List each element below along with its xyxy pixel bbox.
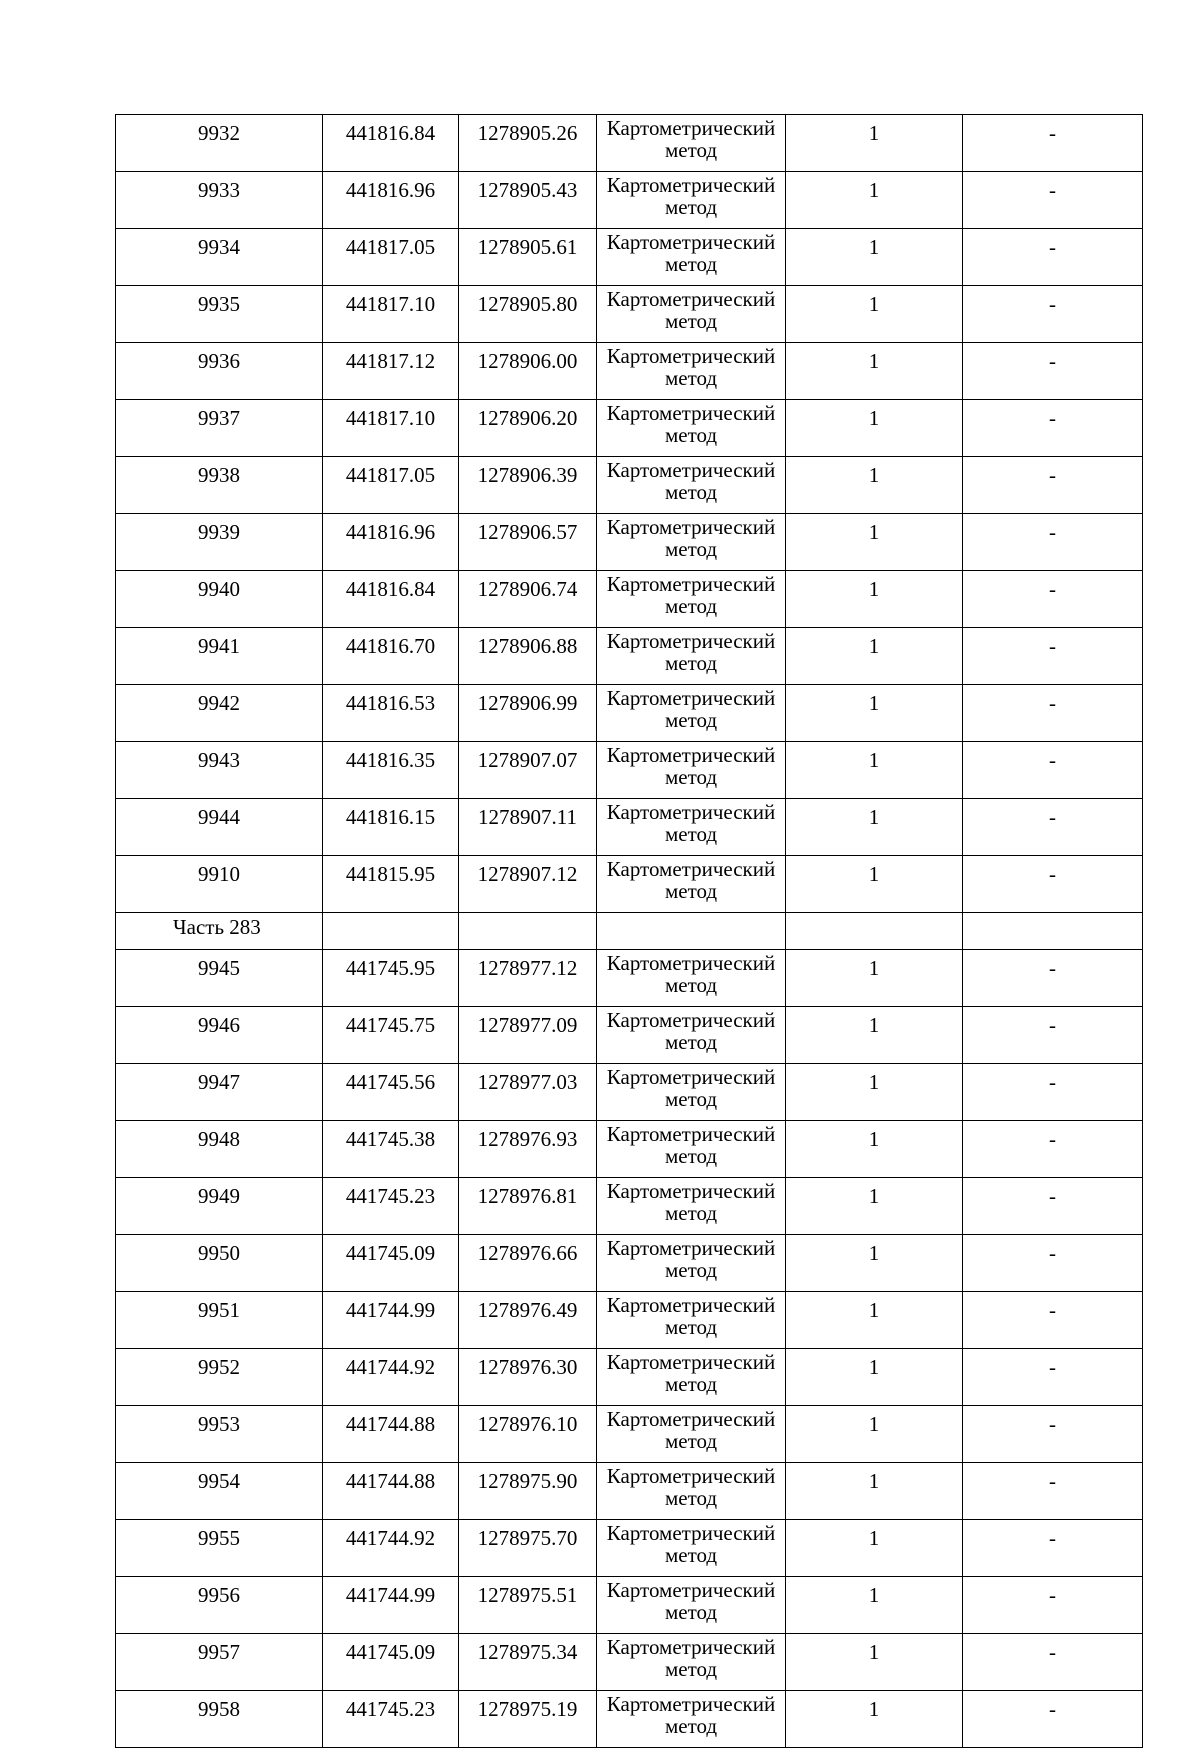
point-number-cell: 9932 [116, 115, 323, 172]
method-cell: Картометрический метод [597, 1121, 786, 1178]
method-cell: Картометрический метод [597, 1235, 786, 1292]
y-coordinate-cell: 1278905.26 [459, 115, 597, 172]
accuracy-cell: 1 [786, 1691, 963, 1748]
description-cell: - [963, 1178, 1143, 1235]
y-coordinate-cell: 1278907.11 [459, 799, 597, 856]
method-cell: Картометрический метод [597, 1634, 786, 1691]
description-cell: - [963, 172, 1143, 229]
accuracy-cell: 1 [786, 1577, 963, 1634]
y-coordinate-cell: 1278975.19 [459, 1691, 597, 1748]
point-number-cell: 9950 [116, 1235, 323, 1292]
y-coordinate-cell: 1278976.93 [459, 1121, 597, 1178]
x-coordinate-cell: 441816.53 [323, 685, 459, 742]
x-coordinate-cell: 441817.05 [323, 229, 459, 286]
method-cell: Картометрический метод [597, 742, 786, 799]
empty-cell [323, 913, 459, 950]
description-cell: - [963, 457, 1143, 514]
accuracy-cell: 1 [786, 1520, 963, 1577]
method-cell: Картометрический метод [597, 1577, 786, 1634]
description-cell: - [963, 1121, 1143, 1178]
y-coordinate-cell: 1278977.12 [459, 950, 597, 1007]
description-cell: - [963, 1007, 1143, 1064]
x-coordinate-cell: 441745.56 [323, 1064, 459, 1121]
point-number-cell: 9944 [116, 799, 323, 856]
empty-cell [786, 913, 963, 950]
x-coordinate-cell: 441745.75 [323, 1007, 459, 1064]
point-number-cell: 9941 [116, 628, 323, 685]
method-cell: Картометрический метод [597, 115, 786, 172]
description-cell: - [963, 400, 1143, 457]
point-number-cell: 9947 [116, 1064, 323, 1121]
description-cell: - [963, 343, 1143, 400]
point-number-cell: 9934 [116, 229, 323, 286]
y-coordinate-cell: 1278905.61 [459, 229, 597, 286]
x-coordinate-cell: 441816.84 [323, 115, 459, 172]
part-header-row [116, 913, 1143, 950]
point-number-cell: 9956 [116, 1577, 323, 1634]
table-row [116, 286, 1143, 343]
description-cell: - [963, 1520, 1143, 1577]
accuracy-cell: 1 [786, 1292, 963, 1349]
empty-cell [963, 913, 1143, 950]
table-row [116, 1235, 1143, 1292]
table-row [116, 115, 1143, 172]
description-cell: - [963, 1064, 1143, 1121]
x-coordinate-cell: 441744.92 [323, 1349, 459, 1406]
y-coordinate-cell: 1278976.10 [459, 1406, 597, 1463]
method-cell: Картометрический метод [597, 1007, 786, 1064]
table-row [116, 1691, 1143, 1748]
accuracy-cell: 1 [786, 1349, 963, 1406]
y-coordinate-cell: 1278905.43 [459, 172, 597, 229]
table-row [116, 1349, 1143, 1406]
method-cell: Картометрический метод [597, 1463, 786, 1520]
table-row [116, 1406, 1143, 1463]
accuracy-cell: 1 [786, 742, 963, 799]
description-cell: - [963, 571, 1143, 628]
y-coordinate-cell: 1278975.90 [459, 1463, 597, 1520]
x-coordinate-cell: 441817.10 [323, 286, 459, 343]
method-cell: Картометрический метод [597, 172, 786, 229]
x-coordinate-cell: 441816.84 [323, 571, 459, 628]
accuracy-cell: 1 [786, 950, 963, 1007]
table-row [116, 343, 1143, 400]
y-coordinate-cell: 1278975.51 [459, 1577, 597, 1634]
point-number-cell: 9946 [116, 1007, 323, 1064]
point-number-cell: 9938 [116, 457, 323, 514]
y-coordinate-cell: 1278906.74 [459, 571, 597, 628]
point-number-cell: 9957 [116, 1634, 323, 1691]
description-cell: - [963, 286, 1143, 343]
x-coordinate-cell: 441817.12 [323, 343, 459, 400]
x-coordinate-cell: 441816.96 [323, 172, 459, 229]
description-cell: - [963, 742, 1143, 799]
point-number-cell: 9954 [116, 1463, 323, 1520]
accuracy-cell: 1 [786, 1007, 963, 1064]
table-row [116, 172, 1143, 229]
method-cell: Картометрический метод [597, 1178, 786, 1235]
x-coordinate-cell: 441745.23 [323, 1691, 459, 1748]
point-number-cell: 9942 [116, 685, 323, 742]
method-cell: Картометрический метод [597, 286, 786, 343]
accuracy-cell: 1 [786, 856, 963, 913]
point-number-cell: 9955 [116, 1520, 323, 1577]
point-number-cell: 9940 [116, 571, 323, 628]
method-cell: Картометрический метод [597, 856, 786, 913]
accuracy-cell: 1 [786, 1406, 963, 1463]
table-row [116, 950, 1143, 1007]
x-coordinate-cell: 441744.99 [323, 1292, 459, 1349]
point-number-cell: 9949 [116, 1178, 323, 1235]
table-row [116, 1007, 1143, 1064]
x-coordinate-cell: 441745.09 [323, 1235, 459, 1292]
table-row [116, 1292, 1143, 1349]
description-cell: - [963, 856, 1143, 913]
method-cell: Картометрический метод [597, 571, 786, 628]
method-cell: Картометрический метод [597, 1520, 786, 1577]
y-coordinate-cell: 1278907.07 [459, 742, 597, 799]
description-cell: - [963, 1292, 1143, 1349]
method-cell: Картометрический метод [597, 950, 786, 1007]
description-cell: - [963, 229, 1143, 286]
table-row [116, 1634, 1143, 1691]
point-number-cell: 9958 [116, 1691, 323, 1748]
table-row [116, 1520, 1143, 1577]
x-coordinate-cell: 441744.88 [323, 1406, 459, 1463]
method-cell: Картометрический метод [597, 229, 786, 286]
table-row [116, 1064, 1143, 1121]
method-cell: Картометрический метод [597, 400, 786, 457]
y-coordinate-cell: 1278906.88 [459, 628, 597, 685]
empty-cell [597, 913, 786, 950]
description-cell: - [963, 1634, 1143, 1691]
x-coordinate-cell: 441745.38 [323, 1121, 459, 1178]
point-number-cell: 9951 [116, 1292, 323, 1349]
table-row [116, 1463, 1143, 1520]
y-coordinate-cell: 1278975.34 [459, 1634, 597, 1691]
y-coordinate-cell: 1278906.39 [459, 457, 597, 514]
accuracy-cell: 1 [786, 286, 963, 343]
method-cell: Картометрический метод [597, 685, 786, 742]
accuracy-cell: 1 [786, 1121, 963, 1178]
accuracy-cell: 1 [786, 1235, 963, 1292]
method-cell: Картометрический метод [597, 457, 786, 514]
accuracy-cell: 1 [786, 1178, 963, 1235]
description-cell: - [963, 628, 1143, 685]
method-cell: Картометрический метод [597, 343, 786, 400]
point-number-cell: 9945 [116, 950, 323, 1007]
method-cell: Картометрический метод [597, 514, 786, 571]
y-coordinate-cell: 1278976.49 [459, 1292, 597, 1349]
y-coordinate-cell: 1278907.12 [459, 856, 597, 913]
table-row [116, 1178, 1143, 1235]
accuracy-cell: 1 [786, 571, 963, 628]
x-coordinate-cell: 441816.96 [323, 514, 459, 571]
table-row [116, 457, 1143, 514]
y-coordinate-cell: 1278976.81 [459, 1178, 597, 1235]
x-coordinate-cell: 441744.99 [323, 1577, 459, 1634]
table-row [116, 1121, 1143, 1178]
x-coordinate-cell: 441745.95 [323, 950, 459, 1007]
table-row [116, 514, 1143, 571]
accuracy-cell: 1 [786, 229, 963, 286]
table-row [116, 685, 1143, 742]
description-cell: - [963, 1235, 1143, 1292]
x-coordinate-cell: 441744.92 [323, 1520, 459, 1577]
description-cell: - [963, 1349, 1143, 1406]
y-coordinate-cell: 1278976.66 [459, 1235, 597, 1292]
point-number-cell: 9943 [116, 742, 323, 799]
coordinates-table [115, 114, 1143, 1748]
point-number-cell: 9936 [116, 343, 323, 400]
point-number-cell: 9948 [116, 1121, 323, 1178]
description-cell: - [963, 799, 1143, 856]
y-coordinate-cell: 1278906.99 [459, 685, 597, 742]
point-number-cell: 9910 [116, 856, 323, 913]
y-coordinate-cell: 1278906.00 [459, 343, 597, 400]
method-cell: Картометрический метод [597, 1292, 786, 1349]
accuracy-cell: 1 [786, 400, 963, 457]
point-number-cell: 9937 [116, 400, 323, 457]
table-row [116, 400, 1143, 457]
y-coordinate-cell: 1278905.80 [459, 286, 597, 343]
description-cell: - [963, 115, 1143, 172]
accuracy-cell: 1 [786, 343, 963, 400]
y-coordinate-cell: 1278906.20 [459, 400, 597, 457]
method-cell: Картометрический метод [597, 1691, 786, 1748]
x-coordinate-cell: 441745.23 [323, 1178, 459, 1235]
method-cell: Картометрический метод [597, 1406, 786, 1463]
point-number-cell: 9953 [116, 1406, 323, 1463]
y-coordinate-cell: 1278976.30 [459, 1349, 597, 1406]
x-coordinate-cell: 441816.15 [323, 799, 459, 856]
y-coordinate-cell: 1278906.57 [459, 514, 597, 571]
x-coordinate-cell: 441817.10 [323, 400, 459, 457]
point-number-cell: 9939 [116, 514, 323, 571]
part-label: Часть 283 [116, 913, 323, 950]
y-coordinate-cell: 1278977.03 [459, 1064, 597, 1121]
description-cell: - [963, 1406, 1143, 1463]
accuracy-cell: 1 [786, 1064, 963, 1121]
table-row [116, 628, 1143, 685]
accuracy-cell: 1 [786, 685, 963, 742]
accuracy-cell: 1 [786, 628, 963, 685]
method-cell: Картометрический метод [597, 799, 786, 856]
table-row [116, 229, 1143, 286]
description-cell: - [963, 950, 1143, 1007]
x-coordinate-cell: 441816.35 [323, 742, 459, 799]
accuracy-cell: 1 [786, 1463, 963, 1520]
x-coordinate-cell: 441816.70 [323, 628, 459, 685]
x-coordinate-cell: 441817.05 [323, 457, 459, 514]
y-coordinate-cell: 1278977.09 [459, 1007, 597, 1064]
table-row [116, 571, 1143, 628]
y-coordinate-cell: 1278975.70 [459, 1520, 597, 1577]
accuracy-cell: 1 [786, 799, 963, 856]
method-cell: Картометрический метод [597, 1064, 786, 1121]
description-cell: - [963, 685, 1143, 742]
table-row [116, 799, 1143, 856]
accuracy-cell: 1 [786, 514, 963, 571]
accuracy-cell: 1 [786, 457, 963, 514]
table-row [116, 856, 1143, 913]
point-number-cell: 9935 [116, 286, 323, 343]
table-row [116, 742, 1143, 799]
point-number-cell: 9933 [116, 172, 323, 229]
empty-cell [459, 913, 597, 950]
description-cell: - [963, 1463, 1143, 1520]
accuracy-cell: 1 [786, 1634, 963, 1691]
accuracy-cell: 1 [786, 115, 963, 172]
table-row [116, 1577, 1143, 1634]
x-coordinate-cell: 441745.09 [323, 1634, 459, 1691]
description-cell: - [963, 1577, 1143, 1634]
x-coordinate-cell: 441815.95 [323, 856, 459, 913]
point-number-cell: 9952 [116, 1349, 323, 1406]
x-coordinate-cell: 441744.88 [323, 1463, 459, 1520]
method-cell: Картометрический метод [597, 628, 786, 685]
coordinates-table-body [116, 115, 1143, 1748]
description-cell: - [963, 1691, 1143, 1748]
accuracy-cell: 1 [786, 172, 963, 229]
method-cell: Картометрический метод [597, 1349, 786, 1406]
description-cell: - [963, 514, 1143, 571]
